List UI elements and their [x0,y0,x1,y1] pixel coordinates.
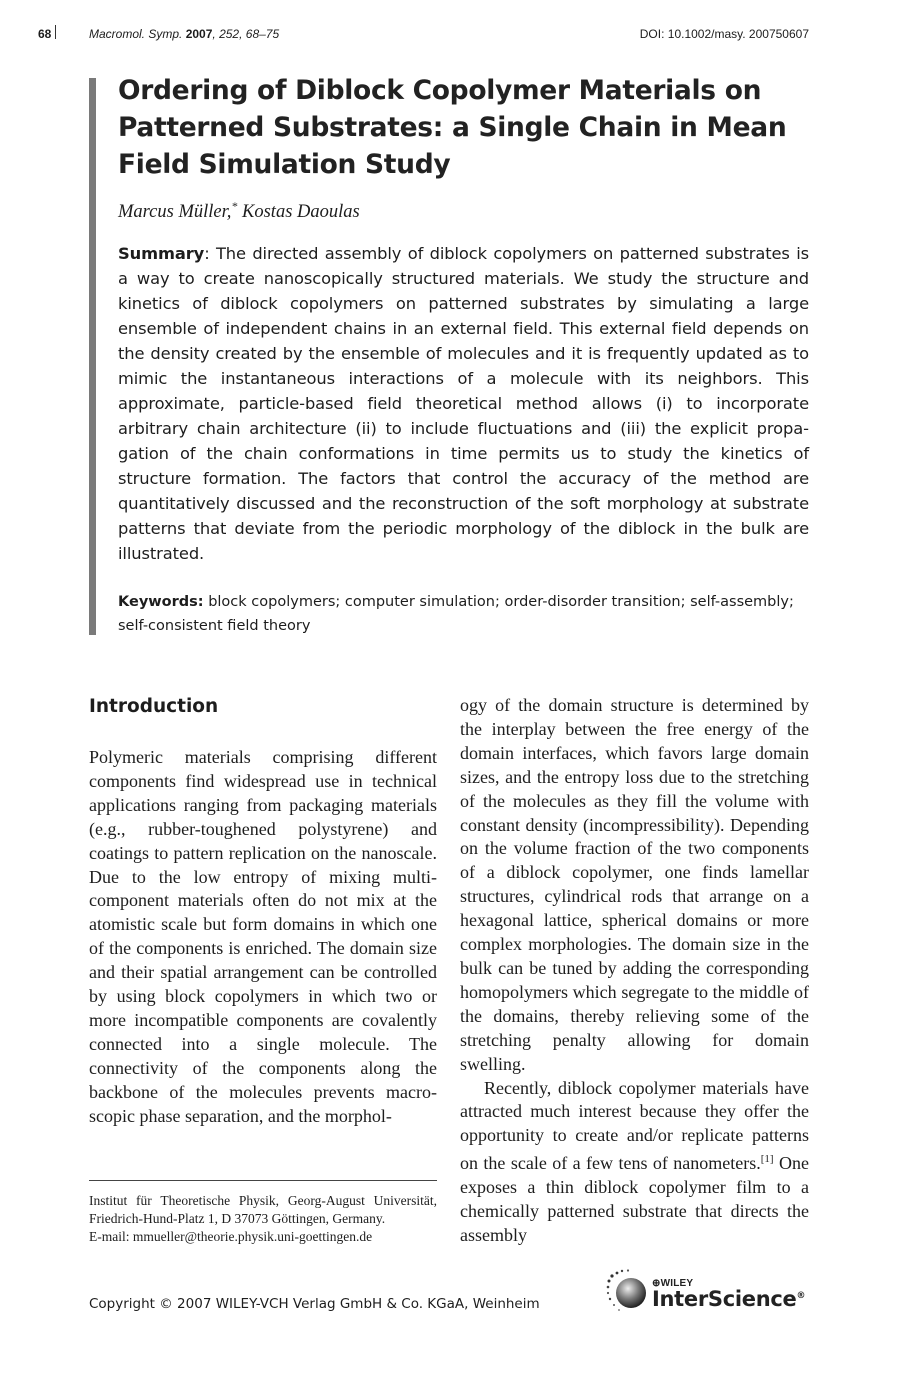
running-header [0,25,905,45]
registered-mark: ® [796,1291,806,1301]
paragraph-text: One exposes a thin diblock copolymer film to a chemically patterned substrate that directs the assembly [460,1153,809,1245]
author-2: Kostas Daoulas [237,202,360,223]
copyright-notice: Copyright © 2007 WILEY-VCH Verlag GmbH & Co. KGaA, Weinheim [89,1296,540,1312]
interscience-globe-icon [604,1268,654,1316]
interscience-logo [604,1268,814,1318]
journal-name: Macromol. Symp. [89,27,183,41]
summary-text: : The directed assembly of diblock copolymers on patterned substrates is a way to create nanoscopically structured materials. We study the structure and kinetics of diblock copolymers on patterned substrates by simulating a large ensemble of independent chains in an external field. This external field depends on the density created by the ensemble of molecules and it is frequently updated as to mimic the instantaneous interactions of a molecule with its neighbors. This approximate, particle-based field theoretical method allows (i) to incorporate arbitrary chain architecture (ii) to include fluctuations and (iii) the explicit propagation of the chain conformations in time permits us to study the kinetics of structure formation. The factors that control the accuracy of the method are quantitatively discussed and the reconstruction of the soft morphology at substrate patterns that deviate from the periodic morphology of the diblock in the bulk are illustrated. [118,244,809,563]
body-paragraph [460,1077,809,1248]
body-paragraph: Polymeric materials comprising different components find widespread use in technical applications ranging from packaging materials (e.g., rubber-toughened polystyrene) and coatings to pattern replication on the nanoscale. Due to the low entropy of mixing multi-component materials often do not mix at the atomistic scale but form domains in which one of the components is enriched. The domain size and their spatial arrangement can be controlled by using block copolymers in which two or more incompatible components are covalently connected into a single molecule. The connectivity of the components along the backbone of the molecules prevents macroscopic phase separation, and the morphol- [89,747,437,1126]
author-1: Marcus Müller, [118,202,232,223]
logo-name: InterScience® [652,1287,806,1311]
article-title: Ordering of Diblock Copolymer Materials on Patterned Substrates: a Single Chain in Mean Field Simulation Study [118,75,787,180]
authors [118,199,360,223]
wiley-mark-icon: ⊕ [652,1278,661,1289]
footnote-divider [89,1180,437,1181]
keywords [118,590,818,638]
page-number-separator [55,25,56,39]
author-email[interactable]: E-mail: mmueller@theorie.physik.uni-goettingen.de [89,1229,373,1244]
keywords-text: block copolymers; computer simulation; order-disorder transition; self-assembly; self-consistent field theory [118,594,794,634]
left-column [89,692,437,1129]
corresponding-author-mark: * [231,199,238,213]
page-number: 68 [38,27,52,41]
keywords-label: Keywords: [118,594,204,610]
journal-citation [89,27,279,41]
doi: DOI: 10.1002/masy. 200750607 [639,27,809,41]
journal-pages: , 252, 68–75 [212,27,280,41]
abstract-side-bar [89,78,96,635]
section-heading-introduction: Introduction [89,696,219,717]
right-column [460,694,809,1248]
abstract-summary [118,241,809,566]
body-paragraph: ogy of the domain structure is determined by the interplay between the free energy of the domain interfaces, which favors large domain sizes, and the entropy loss due to the stretching of the molecules as they fill the volume with constant density (incompressibility). Depending on the volume fraction of the two components of a diblock copolymer, one finds lamellar structures, cylindrical rods that arrange on a hexagonal lattice, spherical domains or more complex morphologies. The domain size in the bulk can be tuned by adding the corresponding homopolymers which segregate to the middle of the domains, thereby relieving some of the stretching penalty allowing for domain swelling. [460,695,809,1074]
affiliation-footnote [89,1192,437,1246]
logo-publisher: ⊕WILEY [652,1278,694,1289]
affiliation-text: Institut für Theoretische Physik, Georg-August Universität, Friedrich-Hund-Platz 1, D 37073 Göttingen, Germany. [89,1193,437,1226]
journal-year: 2007 [185,27,213,41]
citation-reference[interactable]: [1] [760,1153,774,1166]
summary-label: Summary [118,244,205,263]
paragraph-text: Recently, diblock copolymer materials have attracted much interest because they offer the opportunity to create and/or replicate patterns on the scale of a few tens of nanometers. [460,1077,809,1174]
